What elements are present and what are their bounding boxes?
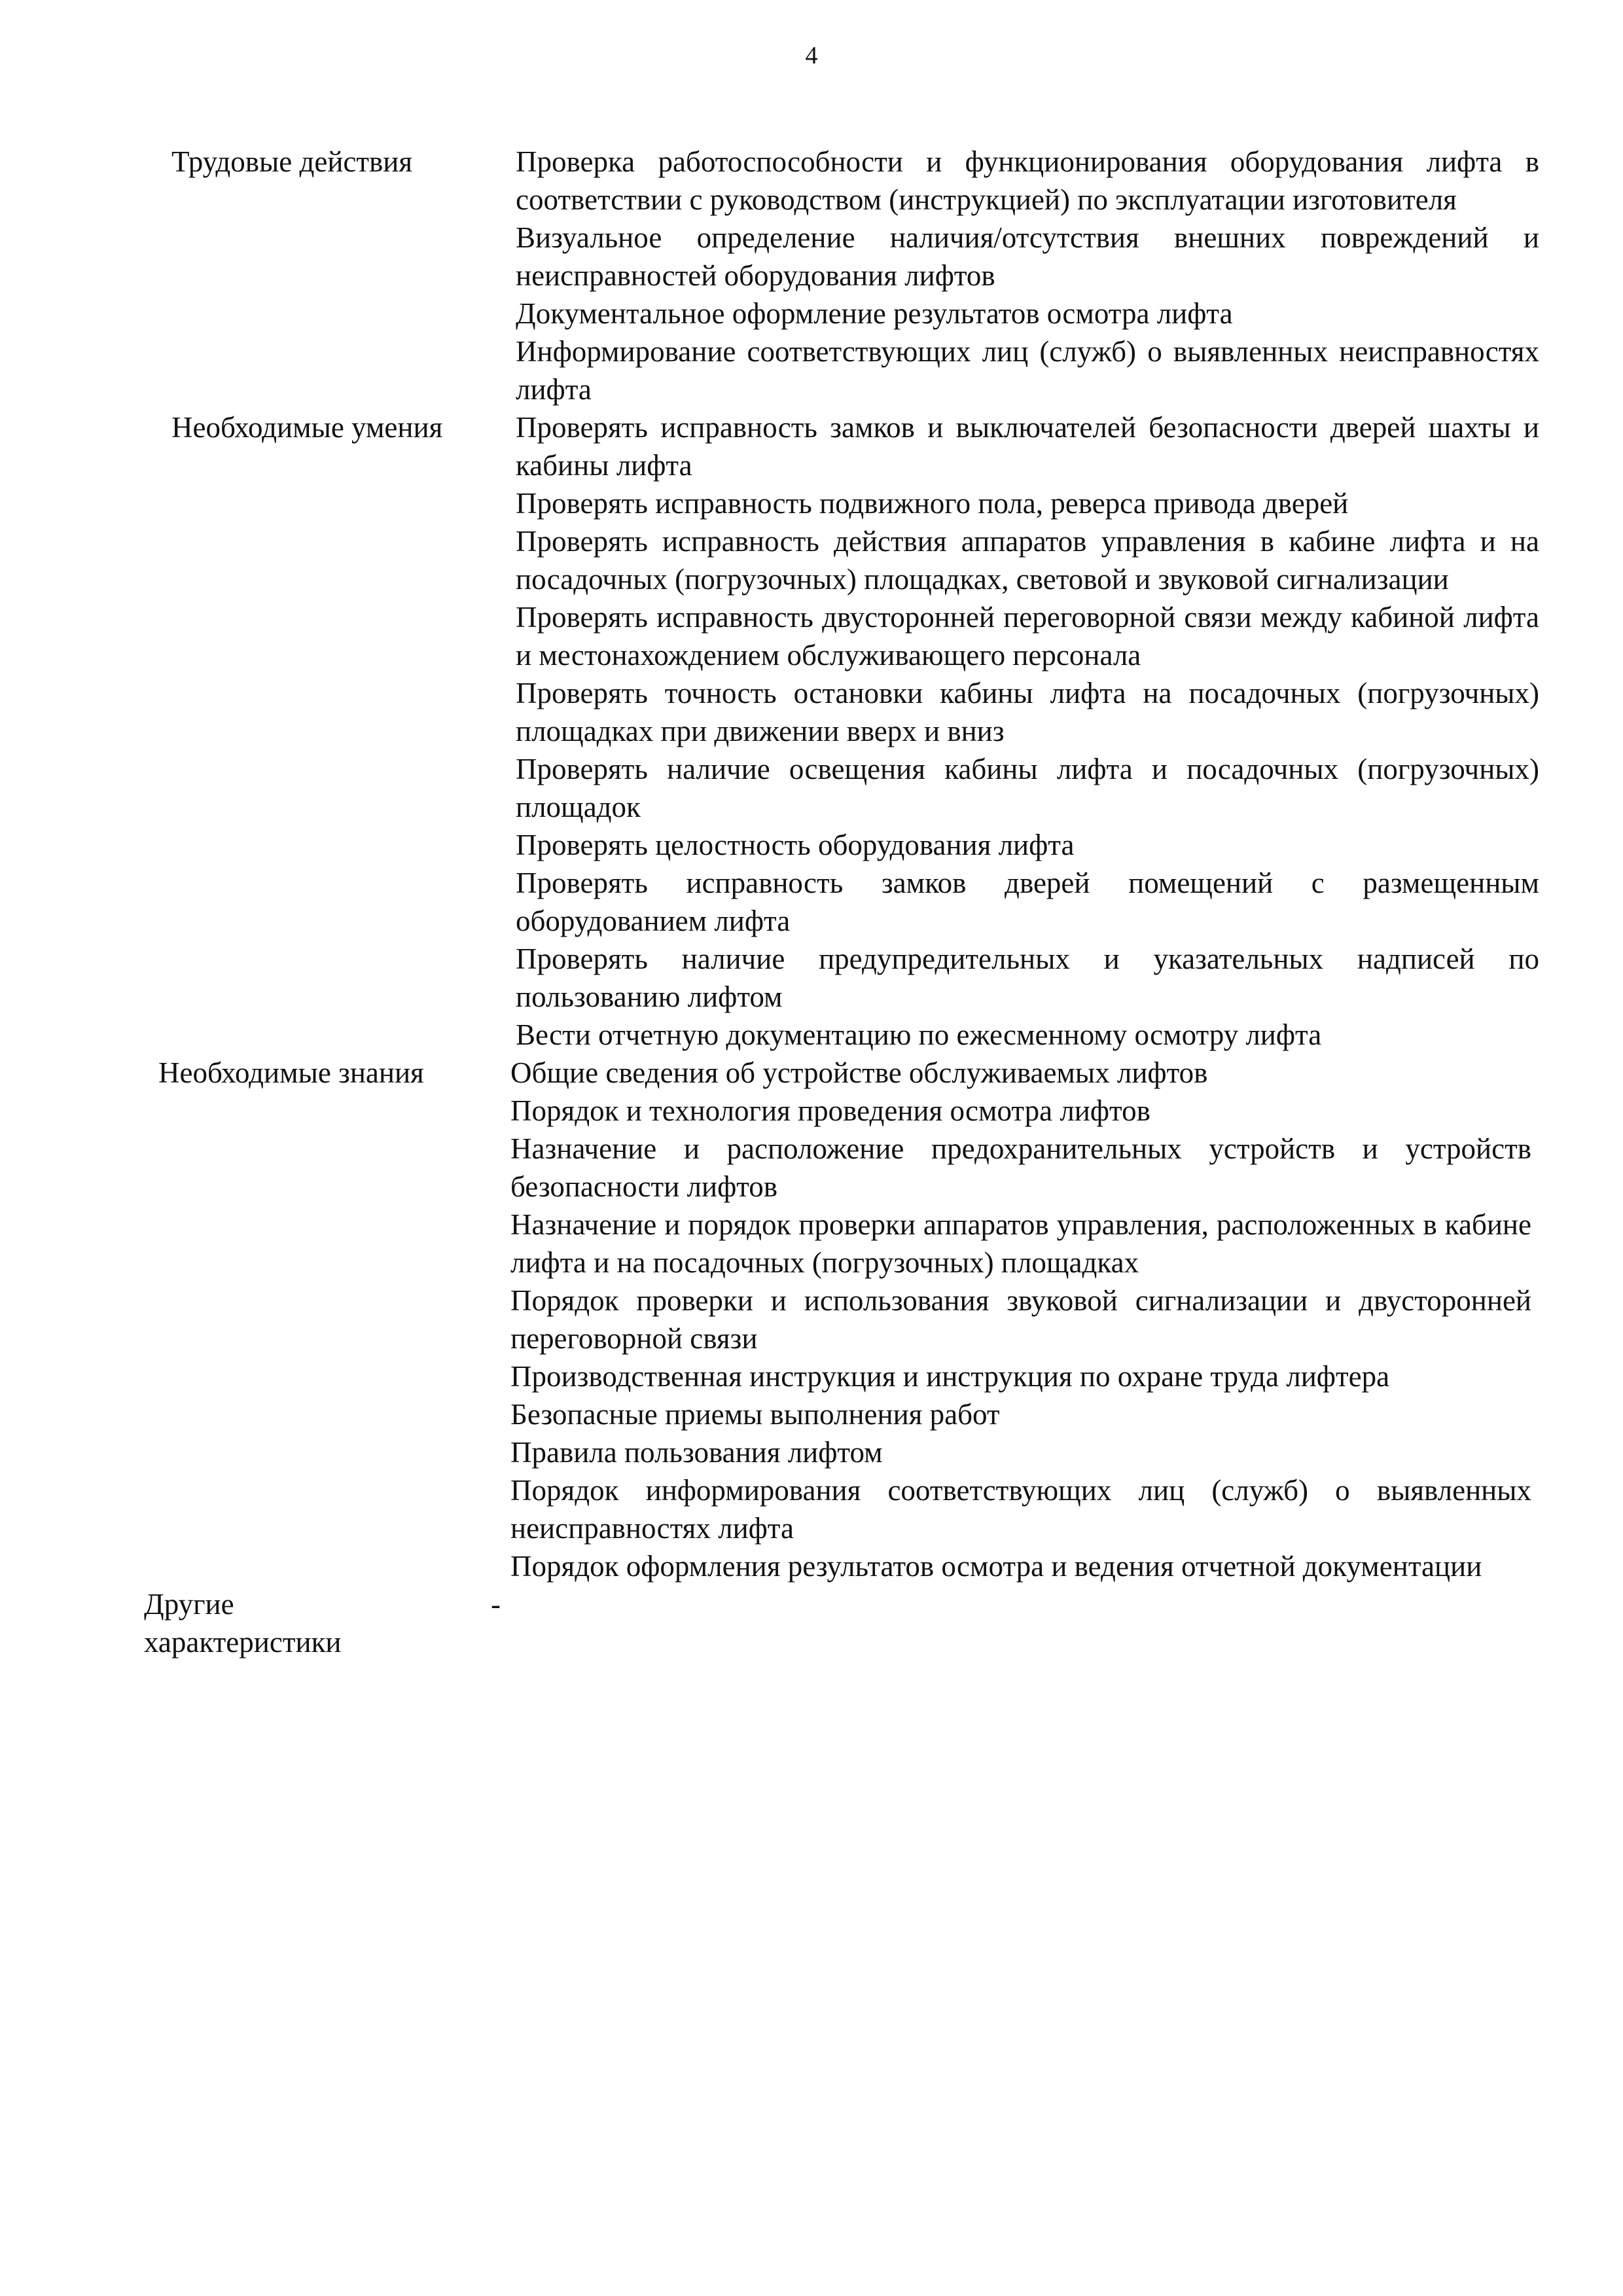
list-item: Порядок оформления результатов осмотра и ведения отчетной документации: [510, 1550, 1482, 1583]
list-item: Визуальное определение наличия/отсутствия внешних повреждений и неисправностей оборудования лифтов: [516, 221, 1539, 292]
section-label-work-actions: Трудовые действия: [171, 145, 413, 178]
list-item: Проверять исправность подвижного пола, реверса привода дверей: [516, 487, 1349, 520]
list-item: Проверять наличие освещения кабины лифта и посадочных (погрузочных) площадок: [516, 753, 1539, 823]
list-item: Информирование соответствующих лиц (служб) о выявленных неисправностях лифта: [516, 335, 1539, 406]
section-required-knowledge: [137, 1054, 1558, 1585]
section-required-skills: [137, 408, 1558, 1054]
list-item: Проверять исправность действия аппаратов управления в кабине лифта и на посадочных (погрузочных) площадках, световой и звуковой сигнализации: [516, 525, 1539, 596]
list-item: Проверять исправность замков дверей помещений с размещенным оборудованием лифта: [516, 867, 1539, 937]
section-label-required-skills: Необходимые умения: [171, 411, 443, 444]
section-other-characteristics: [137, 1585, 1558, 1661]
section-label-line: Другие: [144, 1588, 234, 1621]
list-item: Производственная инструкция и инструкция по охране труда лифтера: [510, 1360, 1390, 1393]
list-item: Проверять наличие предупредительных и указательных надписей по пользованию лифтом: [516, 942, 1539, 1013]
list-item: Порядок проверки и использования звуковой сигнализации и двусторонней переговорной связи: [510, 1284, 1531, 1355]
section-work-actions: [137, 143, 1558, 408]
list-item: Проверять исправность замков и выключателей безопасности дверей шахты и кабины лифта: [516, 411, 1539, 482]
list-item: Безопасные приемы выполнения работ: [510, 1398, 1000, 1431]
list-item: Проверять точность остановки кабины лифта на посадочных (погрузочных) площадках при движении вверх и вниз: [516, 677, 1539, 747]
list-item: Назначение и порядок проверки аппаратов управления, расположенных в кабине лифта и на посадочных (погрузочных) площадках: [510, 1208, 1531, 1279]
list-item: Порядок и технология проведения осмотра лифтов: [510, 1094, 1150, 1127]
page-number: 4: [805, 42, 818, 69]
list-item: -: [491, 1588, 501, 1621]
list-item: Проверять целостность оборудования лифта: [516, 829, 1075, 861]
work-actions-list: [491, 143, 1558, 408]
list-item: Порядок информирования соответствующих лиц (служб) о выявленных неисправностях лифта: [510, 1474, 1531, 1545]
list-item: Проверять исправность двусторонней переговорной связи между кабиной лифта и местонахождением обслуживающего персонала: [516, 601, 1539, 672]
list-item: Общие сведения об устройстве обслуживаемых лифтов: [510, 1056, 1208, 1089]
list-item: Документальное оформление результатов осмотра лифта: [516, 297, 1233, 330]
other-characteristics-list: [304, 1585, 1558, 1623]
list-item: Вести отчетную документацию по ежесменному осмотру лифта: [516, 1018, 1322, 1051]
required-skills-list: [491, 408, 1558, 1054]
section-label-other-characteristics: [137, 1585, 342, 1661]
section-label-line: характеристики: [144, 1626, 342, 1659]
section-label-required-knowledge: Необходимые знания: [158, 1056, 424, 1089]
list-item: Назначение и расположение предохранительных устройств и устройств безопасности лифтов: [510, 1132, 1531, 1203]
list-item: Проверка работоспособности и функционирования оборудования лифта в соответствии с руководством (инструкцией) по эксплуатации изготовителя: [516, 145, 1539, 216]
required-knowledge-list: [491, 1054, 1558, 1585]
list-item: Правила пользования лифтом: [510, 1436, 883, 1469]
qualification-table: [137, 143, 1558, 1661]
